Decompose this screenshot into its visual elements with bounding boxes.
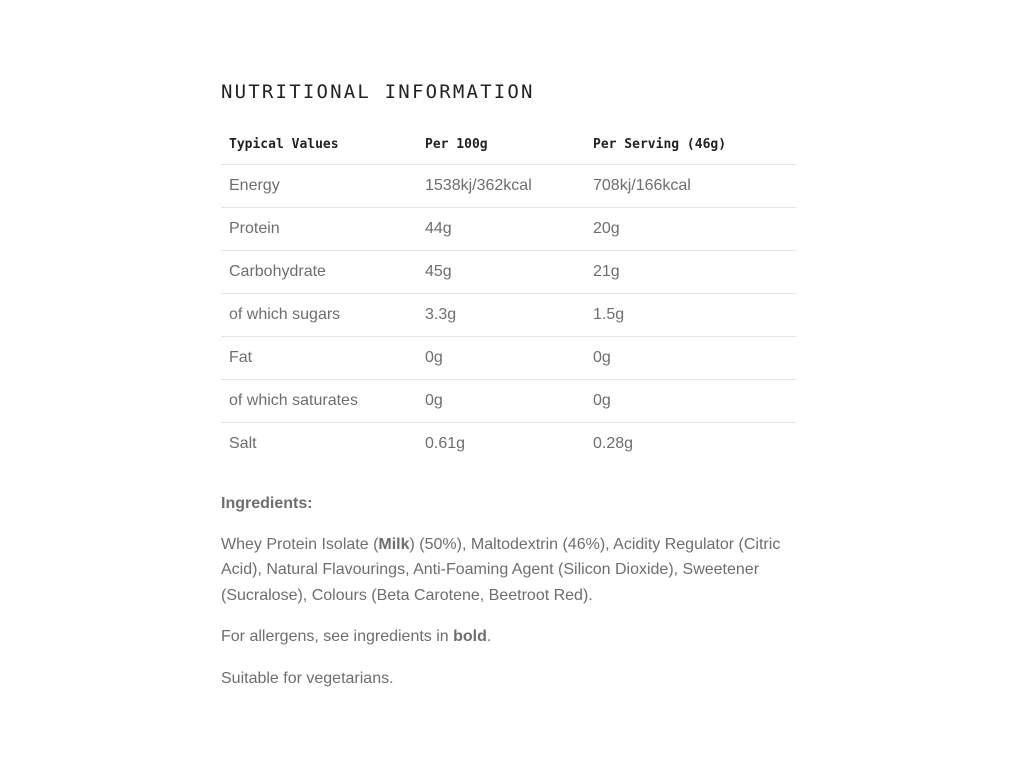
row-per-serving: 21g <box>585 251 796 294</box>
allergens-note-part1: For allergens, see ingredients in <box>221 628 454 645</box>
row-per-100g: 44g <box>417 208 585 251</box>
row-per-100g: 3.3g <box>417 294 585 337</box>
ingredients-heading: Ingredients: <box>221 495 313 512</box>
table-row <box>221 294 796 337</box>
table-header-row <box>221 126 796 165</box>
row-per-100g: 45g <box>417 251 585 294</box>
nutrition-section <box>221 78 796 707</box>
allergens-note-part2: . <box>486 628 492 645</box>
row-per-serving: 20g <box>585 208 796 251</box>
vegetarian-note: Suitable for vegetarians. <box>221 669 394 687</box>
ingredients-allergen-milk: Milk <box>378 535 410 553</box>
row-per-serving: 0g <box>585 337 796 380</box>
ingredients-text-part1: Whey Protein Isolate ( <box>221 535 379 553</box>
row-per-100g: 0.61g <box>425 435 466 452</box>
allergens-note <box>221 624 796 650</box>
row-per-100g: 0g <box>417 380 585 423</box>
row-per-100g: 0g <box>417 337 585 380</box>
table-row <box>221 251 796 294</box>
row-label: Carbohydrate <box>221 251 417 294</box>
row-label: Salt <box>229 435 257 452</box>
table-row <box>221 208 796 251</box>
row-per-serving: 708kj/166kcal <box>585 165 796 208</box>
section-title: NUTRITIONAL INFORMATION <box>221 81 535 103</box>
row-per-100g: 1538kj/362kcal <box>417 165 585 208</box>
ingredients-block <box>221 491 796 691</box>
row-label: Fat <box>221 337 417 380</box>
row-label: Energy <box>221 165 417 208</box>
nutrition-table <box>221 126 796 465</box>
ingredients-text <box>221 532 796 609</box>
row-label: of which sugars <box>221 294 417 337</box>
row-per-serving: 0.28g <box>593 435 634 452</box>
row-per-serving: 0g <box>585 380 796 423</box>
ingredients-text-part2: ) (50%), Maltodextrin (46%), Acidity Regulator (Citric Acid), Natural Flavourings, Anti-Foaming Agent (Silicon Dioxide), Sweetener (Sucralose), Colours (Beta Carotene, Beetroot Red). <box>221 535 781 604</box>
table-row <box>221 423 796 466</box>
row-label: of which saturates <box>221 380 417 423</box>
row-label: Protein <box>221 208 417 251</box>
row-per-serving: 1.5g <box>585 294 796 337</box>
header-per-serving: Per Serving (46g) <box>585 126 796 165</box>
table-row <box>221 165 796 208</box>
table-row <box>221 380 796 423</box>
header-typical-values: Typical Values <box>221 126 417 165</box>
table-row <box>221 337 796 380</box>
allergens-note-bold: bold <box>453 628 487 645</box>
header-per-100g: Per 100g <box>417 126 585 165</box>
